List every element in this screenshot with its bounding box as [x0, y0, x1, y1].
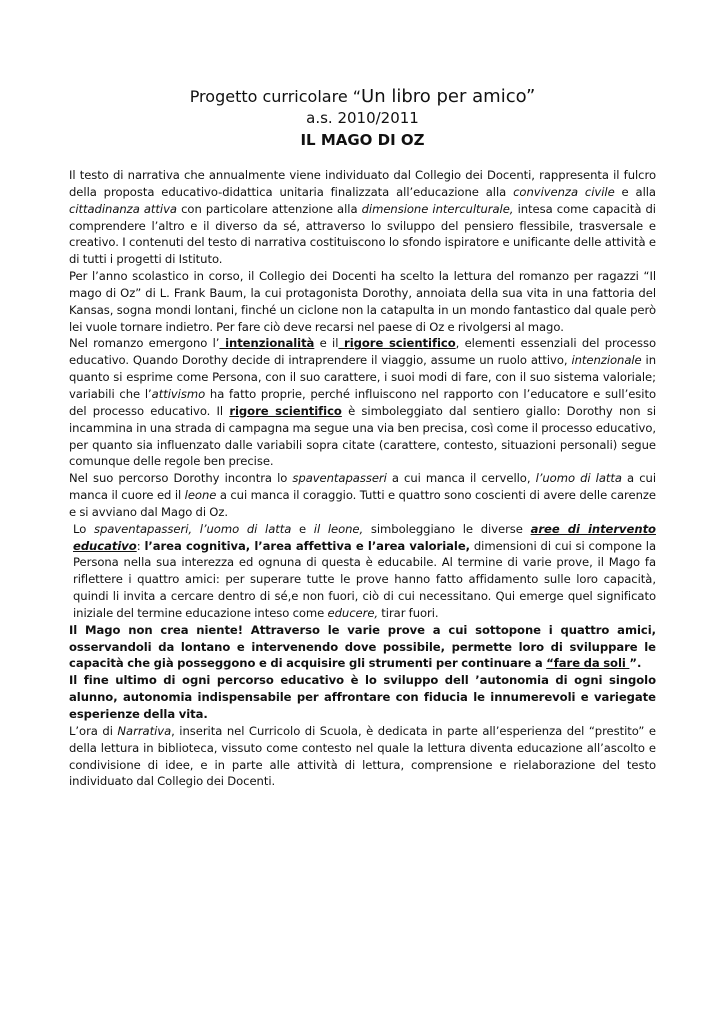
paragraph-characters: Nel suo percorso Dorothy incontra lo spaventapasseri a cui manca il cervello, l’uomo di latta a cui manca il cuore ed il leone a cui manca il coraggio. Tutti e quattro sono coscienti di avere delle carenze e si avviano dal Mago di Oz.: [69, 471, 656, 519]
paragraph-intro: Il testo di narrativa che annualmente viene individuato dal Collegio dei Docenti, rappresenta il fulcro della proposta educativo-didattica unitaria finalizzata all’educazione alla convivenza civile e alla cittadinanza attiva con particolare attenzione alla dimensione interculturale, intesa come capacità di comprendere l’altro e il diverso da sé, attraverso lo sviluppo del pensiero flessibile, trasversale e creativo. I contenuti del testo di narrativa costituiscono lo sfondo ispiratore e unificante delle attività e di tutti i progetti di Istituto.: [69, 168, 656, 267]
paragraph-novel-choice: Per l’anno scolastico in corso, il Collegio dei Docenti ha scelto la lettura del romanzo per ragazzi “Il mago di Oz” di L. Frank Baum, la cui protagonista Dorothy, annoiata della sua vita in una fattoria del Kansas, sogna mondi lontani, finché un ciclone non la catapulta in un mondo fantastico dal quale però lei vuole tornare indietro. Per fare ciò deve recarsi nel paese di Oz e rivolgersi al mago.: [69, 269, 656, 334]
project-title: Progetto curricolare “Un libro per amico”: [189, 86, 536, 107]
paragraph-autonomy: Il fine ultimo di ogni percorso educativo è lo sviluppo dell ’autonomia di ogni singolo alunno, autonomia indispensabile per affrontare con fiducia le innumerevoli e variegate esperienze della vita.: [69, 673, 656, 721]
paragraph-intentionality: Nel romanzo emergono l’ intenzionalità e il rigore scientifico, elementi essenziali del processo educativo. Quando Dorothy decide di intraprendere il viaggio, assume un ruolo attivo, intenzionale in quanto si esprime come Persona, con il suo carattere, i suoi modi di fare, con il suo sistema valoriale; variabili che l’attivismo ha fatto proprie, perché influiscono nel rapporto con l’educatore e sull’esito del processo educativo. Il rigore scientifico è simboleggiato dal sentiero giallo: Dorothy non si incammina in una strada di campagna ma segue una via ben precisa, così come il processo educativo, per quanto sia influenzato dalle variabili sopra citate (carattere, contesto, situazioni personali) segue comunque delle regole ben precise.: [69, 336, 656, 469]
paragraph-areas: Lo spaventapasseri, l’uomo di latta e il leone, simboleggiano le diverse aree di intervento educativo: l’area cognitiva, l’area affettiva e l’area valoriale, dimensioni di cui si compone la Persona nella sua interezza ed ognuna di questa è educabile. Al termine di varie prove, il Mago fa riflettere i quattro amici: per superare tutte le prove hanno fatto affidamento sulle loro capacità, quindi li invita a cercare dentro di sé,e non fuori, ciò di cui necessitano. Qui emerge quel significato iniziale del termine educazione inteso come educere, tirar fuori.: [73, 521, 656, 620]
document-page: [69, 86, 656, 790]
school-year: a.s. 2010/2011: [306, 109, 419, 127]
document-header: [69, 86, 656, 151]
book-title: IL MAGO DI OZ: [300, 131, 425, 149]
paragraph-mago: Il Mago non crea niente! Attraverso le varie prove a cui sottopone i quattro amici, osservandoli da lontano e intervenendo dove possibile, permette loro di sviluppare le capacità che già posseggono e di acquisire gli strumenti per continuare a “fare da soli ”.: [69, 622, 656, 671]
paragraph-narrative-hour: L’ora di Narrativa, inserita nel Curricolo di Scuola, è dedicata in parte all’esperienza del “prestito” e della lettura in biblioteca, vissuto come contesto nel quale la lettura diventa educazione all’ascolto e condivisione di idee, e in parte alle attività di lettura, comprensione e rielaborazione del testo individuato dal Collegio dei Docenti.: [69, 723, 656, 789]
